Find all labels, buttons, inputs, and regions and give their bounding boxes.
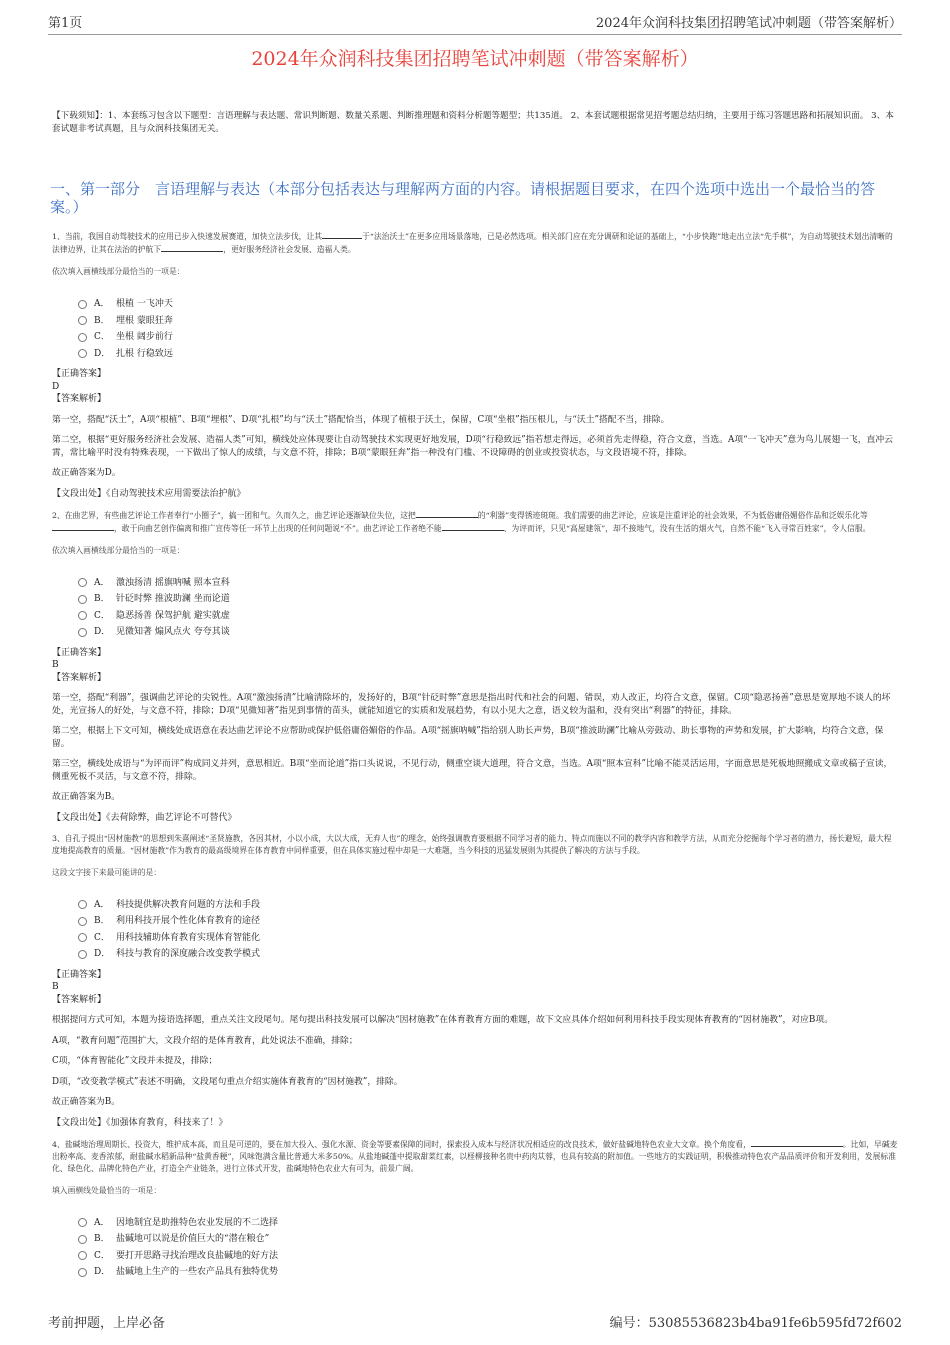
option-b[interactable]: B． 利用科技开展个性化体育教育的途径 bbox=[78, 913, 898, 930]
option-a[interactable]: A． 激浊扬清 摇旗呐喊 照本宣科 bbox=[78, 575, 898, 592]
radio-icon[interactable] bbox=[78, 1218, 87, 1227]
answer-blank bbox=[161, 243, 223, 252]
question-2 bbox=[52, 509, 898, 824]
footer-slogan: 考前押题，上岸必备 bbox=[48, 1316, 166, 1331]
radio-icon[interactable] bbox=[78, 316, 87, 325]
option-list bbox=[52, 1215, 898, 1281]
answer-label: 【正确答案】 bbox=[52, 369, 107, 379]
radio-icon[interactable] bbox=[78, 578, 87, 587]
option-list bbox=[52, 897, 898, 963]
radio-icon[interactable] bbox=[78, 595, 87, 604]
source-citation: 【文段出处】《加强体育教育，科技来了！》 bbox=[52, 1117, 228, 1128]
question-3 bbox=[52, 833, 898, 1129]
page-number: 第1页 bbox=[48, 16, 83, 31]
question-text: 4、盐碱地治理周期长、投资大，维护成本高，而且是可逆的，要在加大投入、强化水源、资金等要素保障的同时，探索投入成本与经济状况相适应的改良技术，做好盐碱地特色农业大文章。换个角度看， 。比如，早碱麦出粉率高、麦香浓郁，耐盐碱水稻新品种“盐黄香粳”，风味饱满含量比普通大米多50%。从盐地碱蓬中提取甜菜红素，以柽柳接种名贵中药肉苁蓉，也具有较高的附加值。一些地方的实践证明，积极推动特色农产品品质评价和开发利用，发展标准化、绿色化、品牌化特色产业，打造全产业链条，进行立体式开发，盐碱地特色农业大有可为，前景广阔。 bbox=[52, 1139, 898, 1173]
answer-value: B bbox=[52, 982, 59, 992]
option-b[interactable]: B． 针砭时弊 推波助澜 坐而论道 bbox=[78, 591, 898, 608]
option-b[interactable]: B． 盐碱地可以说是价值巨大的“潜在粮仓” bbox=[78, 1231, 898, 1248]
analysis-label: 【答案解析】 bbox=[52, 672, 107, 683]
analysis-paragraph: 故正确答案为B。 bbox=[52, 792, 121, 802]
question-1 bbox=[52, 230, 898, 500]
analysis-label: 【答案解析】 bbox=[52, 994, 107, 1005]
radio-icon[interactable] bbox=[78, 1251, 87, 1260]
download-notice: 【下载须知】：1、本套练习包含以下题型：言语理解与表达题、常识判断题、数量关系题、判断推理题和资料分析题等题型；共135道。 2、本套试题根据常见招考题总结归纳，主要用于练习答题思路和拓展知识面。 3、本套试题非考试真题，且与众润科技集团无关。 bbox=[52, 111, 894, 134]
source-citation: 【文段出处】《自动驾驶技术应用需要法治护航》 bbox=[52, 488, 246, 499]
header-doc-title: 2024年众润科技集团招聘笔试冲刺题（带答案解析） bbox=[595, 16, 902, 31]
question-text: 1、当前，我国自动驾驶技术的应用已步入快速发展赛道，加快立法步伐，让其 于“法治沃土”在更多应用场景落地，已是必然选项。相关部门应在充分调研和论证的基础上，“小步快跑”地走出立法“先手棋”，为自动驾驶技术划出清晰的法律边界，让其在法治的护航下 ，更好服务经济社会发展、造福人类。 bbox=[52, 232, 893, 254]
question-stem: 填入画横线处最恰当的一项是： bbox=[52, 1185, 162, 1195]
option-c[interactable]: C． 坐根 阔步前行 bbox=[78, 329, 898, 346]
footer-serial: 编号：53085536823b4ba91fe6b595fd72f602 bbox=[609, 1316, 902, 1331]
page-footer bbox=[48, 1312, 902, 1331]
option-c[interactable]: C． 要打开思路寻找治理改良盐碱地的好方法 bbox=[78, 1248, 898, 1265]
analysis-paragraph: 根据提问方式可知，本题为接语选择题，重点关注文段尾句。尾句提出科技发展可以解决“因材施教”在体育教育方面的难题，故下文应具体介绍如何利用科技手段实现体育教育的“因材施教”，对应B项。 bbox=[52, 1015, 833, 1025]
radio-icon[interactable] bbox=[78, 349, 87, 358]
document-body bbox=[52, 110, 898, 1287]
option-list bbox=[52, 575, 898, 641]
option-a[interactable]: A． 因地制宜是助推特色农业发展的不二选择 bbox=[78, 1215, 898, 1232]
answer-blank bbox=[416, 509, 478, 518]
radio-icon[interactable] bbox=[78, 300, 87, 309]
answer-value: D bbox=[52, 381, 60, 392]
option-d[interactable]: D． 见微知著 煽风点火 夸夸其谈 bbox=[78, 624, 898, 641]
radio-icon[interactable] bbox=[78, 333, 87, 342]
source-citation: 【文段出处】《去荷除弊，曲艺评论不可替代》 bbox=[52, 812, 237, 823]
question-stem: 依次填入画横线部分最恰当的一项是： bbox=[52, 267, 185, 276]
option-a[interactable]: A． 科技提供解决教育问题的方法和手段 bbox=[78, 897, 898, 914]
analysis-paragraph: 故正确答案为B。 bbox=[52, 1097, 121, 1107]
analysis-paragraph: 第一空，搭配“利器”，强调曲艺评论的尖锐性。A项“激浊扬清”比喻清除坏的，发扬好的，B项“针砭时弊”意思是指出时代和社会的问题、错误，劝人改正，均符合文意，保留。C项“隐恶扬善”意思是宽厚地不谈人的坏处，光宣扬人的好处，与文意不符，排除；D项“见微知著”指见到事情的苗头，就能知道它的实质和发展趋势，有以小见大之意，语义较为温和，没有突出“利器”的特征，排除。 bbox=[52, 693, 891, 716]
radio-icon[interactable] bbox=[78, 1235, 87, 1244]
analysis-label: 【答案解析】 bbox=[52, 394, 107, 404]
analysis-paragraph: A项，“教育问题”范围扩大，文段介绍的是体育教育，此处说法不准确，排除； bbox=[52, 1035, 358, 1046]
answer-blank bbox=[751, 1138, 843, 1147]
document-title: 2024年众润科技集团招聘笔试冲刺题（带答案解析） bbox=[251, 48, 699, 70]
option-d[interactable]: D． 盐碱地上生产的一些农产品具有独特优势 bbox=[78, 1264, 898, 1281]
radio-icon[interactable] bbox=[78, 933, 87, 942]
answer-blank bbox=[322, 230, 362, 239]
question-4 bbox=[52, 1138, 898, 1281]
question-stem: 依次填入画横线部分最恰当的一项是： bbox=[52, 545, 185, 555]
answer-value: B bbox=[52, 660, 59, 670]
analysis-paragraph: C项，“体育智能化”文段并未提及，排除； bbox=[52, 1056, 218, 1066]
section-heading: 一、第一部分 言语理解与表达（本部分包括表达与理解两方面的内容。请根据题目要求，在四个选项中选出一个最恰当的答案。） bbox=[50, 180, 876, 216]
analysis-paragraph: D项，“改变教学模式”表述不明确，文段尾句重点介绍实施体育教育的“因材施教”，排除。 bbox=[52, 1076, 403, 1087]
analysis-paragraph: 第二空，根据上下文可知，横线处成语意在表达曲艺评论不应帮助或保护低俗庸俗媚俗的作品。A项“摇旗呐喊”指给别人助长声势，B项“推波助澜”比喻从旁鼓动、助长事物的声势和发展，扩大影响，均符合文意，保留。 bbox=[52, 726, 884, 749]
analysis-paragraph: 故正确答案为D。 bbox=[52, 468, 121, 478]
option-list bbox=[52, 296, 898, 362]
page-header bbox=[48, 12, 902, 35]
option-d[interactable]: D． 扎根 行稳致远 bbox=[78, 346, 898, 363]
answer-label: 【正确答案】 bbox=[52, 647, 107, 658]
option-b[interactable]: B． 埋根 蒙眼狂奔 bbox=[78, 313, 898, 330]
radio-icon[interactable] bbox=[78, 950, 87, 959]
answer-label: 【正确答案】 bbox=[52, 969, 107, 980]
answer-blank bbox=[52, 522, 114, 531]
radio-icon[interactable] bbox=[78, 900, 87, 909]
analysis-paragraph: 第三空，横线处成语与“为评而评”构成同义并列，意思相近。B项“坐而论道”指口头说说，不见行动，侧重空谈大道理，符合文意，当选。A项“照本宣科”比喻不能灵活运用，字面意思是死板地照搬成文章或稿子宣读，侧重死板不灵活，与文意不符，排除。 bbox=[52, 759, 893, 782]
option-d[interactable]: D． 科技与教育的深度融合改变教学模式 bbox=[78, 946, 898, 963]
option-c[interactable]: C． 用科技辅助体育教育实现体育智能化 bbox=[78, 930, 898, 947]
radio-icon[interactable] bbox=[78, 1268, 87, 1277]
option-c[interactable]: C． 隐恶扬善 保驾护航 避实就虚 bbox=[78, 608, 898, 625]
option-a[interactable]: A． 根植 一飞冲天 bbox=[78, 296, 898, 313]
radio-icon[interactable] bbox=[78, 611, 87, 620]
question-text: 2、在曲艺界，有些曲艺评论工作者奉行“小圈子”，搞一团和气。久而久之，曲艺评论逐渐缺位失位，这把 的“利器”变得锈迹斑斑。我们需要的曲艺评论，应该是注重评论的社会效果，不为低俗庸俗媚俗作品和泛娱乐化等，敢于向曲艺创作偏离和推广宣传等任一环节上出现的任何问题说“不”。曲艺评论工作者绝不能 、为评而评，只见“高屋建瓴”，却不接地气，没有生活的烟火气，自然不能“飞入寻常百姓家”，令人信服。 bbox=[52, 510, 871, 533]
analysis-paragraph: 第一空，搭配“沃土”，A项“根植”、B项“埋根”、D项“扎根”均与“沃土”搭配恰当，体现了植根于沃土，保留，C项“坐根”指压根儿，与“沃土”搭配不当，排除。 bbox=[52, 414, 670, 425]
question-stem: 这段文字接下来最可能讲的是： bbox=[52, 867, 162, 877]
analysis-paragraph: 第二空，根据“更好服务经济社会发展、造福人类”可知，横线处应体现要让自动驾驶技术实现更好地发展，D项“行稳致远”指若想走得远，必须首先走得稳，符合文意，当选。A项“一飞冲天”意为鸟儿展翅一飞，直冲云霄，常比喻平时没有特殊表现，一下做出了惊人的成绩，与文意不符，排除；B项“蒙眼狂奔”指一种没有门槛、不设障碍的创业或投资状态，与文段语境不符，排除。 bbox=[52, 435, 893, 458]
radio-icon[interactable] bbox=[78, 628, 87, 637]
answer-blank bbox=[442, 522, 504, 531]
question-text: 3、自孔子提出“因材施教”的思想到朱熹阐述“圣贤施教，各因其材，小以小成，大以大成，无弃人也”的理念，始终强调教育要根据不同学习者的能力、特点而施以不同的教学内容和教学方法，从而充分挖掘每个学习者的潜力，扬长避短，最大程度地提高教育的质量。“因材施教”作为教育的最高级境界在体育教育中同样重要，但在具体实施过程中却是一大难题，当今科技的迅猛发展则为其提供了解决的方法与手段。 bbox=[52, 833, 892, 855]
radio-icon[interactable] bbox=[78, 917, 87, 926]
